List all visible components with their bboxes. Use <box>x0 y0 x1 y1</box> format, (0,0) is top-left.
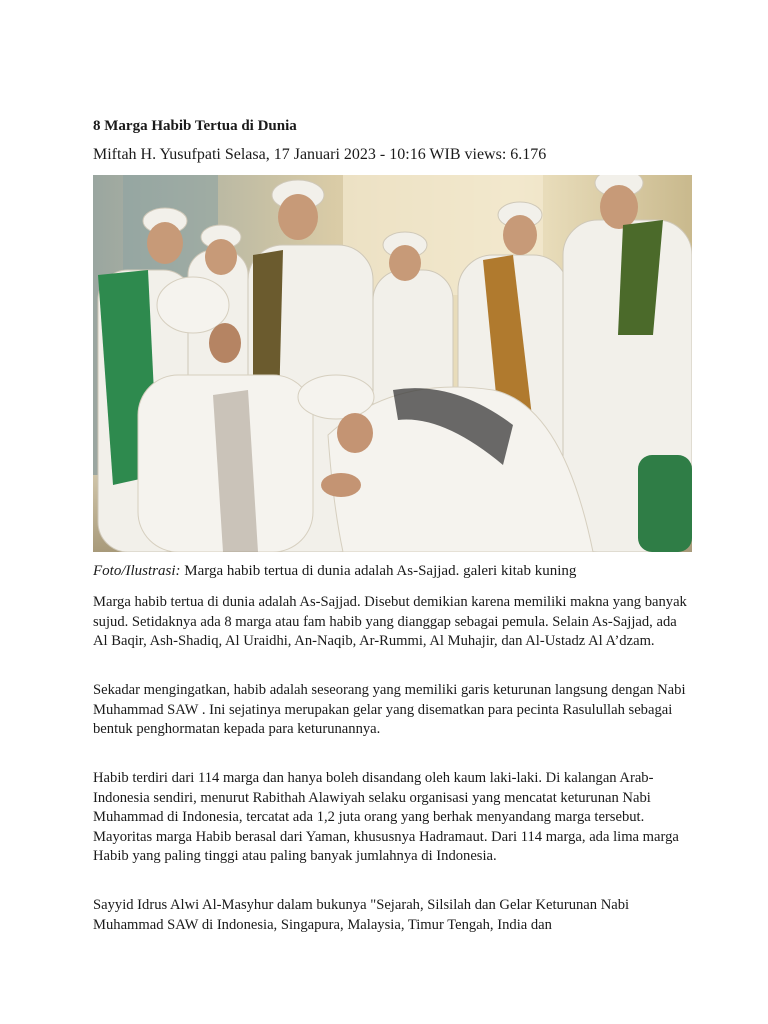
article-byline: Miftah H. Yusufpati Selasa, 17 Januari 2023 - 10:16 WIB views: 6.176 <box>93 146 547 163</box>
paragraph-3: Habib terdiri dari 114 marga dan hanya boleh disandang oleh kaum laki-laki. Di kalangan Arab-Indonesia sendiri, menurut Rabithah Alawiyah selaku organisasi yang mencatat keturunan Nabi Muhammad di Indonesia, tercatat ada 1,2 juta orang yang berhak menyandang marga tersebut. Mayoritas marga Habib berasal dari Yaman, khususnya Hadramaut. Dari 114 marga, ada lima marga Habib yang paling tinggi atau paling banyak jumlahnya di Indonesia. <box>93 770 679 864</box>
paragraph-2: Sekadar mengingatkan, habib adalah seseorang yang memiliki garis keturunan langsung dengan Nabi Muhammad SAW . Ini sejatinya merupakan gelar yang disematkan para pecinta Rasulullah sebagai bentuk penghormatan kepada para keturunannya. <box>93 682 686 737</box>
caption-text: Marga habib tertua di dunia adalah As-Sajjad. galeri kitab kuning <box>180 563 577 579</box>
photo-caption <box>93 563 576 580</box>
paragraph-1: Marga habib tertua di dunia adalah As-Sajjad. Disebut demikian karena memiliki makna yang banyak sujud. Setidaknya ada 8 marga atau fam habib yang dianggap sebagai pemula. Selain As-Sajjad, ada Al Baqir, Ash-Shadiq, Al Uraidhi, An-Naqib, Ar-Rummi, Al Muhajir, dan Al-Ustadz Al A’dzam. <box>93 594 687 649</box>
photo-illustration <box>93 175 692 552</box>
article-title: 8 Marga Habib Tertua di Dunia <box>93 118 297 134</box>
article-photo <box>93 175 692 552</box>
caption-label: Foto/Ilustrasi: <box>93 563 181 579</box>
paragraph-4: Sayyid Idrus Alwi Al-Masyhur dalam bukunya "Sejarah, Silsilah dan Gelar Keturunan Nabi Muhammad SAW di Indonesia, Singapura, Malaysia, Timur Tengah, India dan <box>93 897 630 933</box>
